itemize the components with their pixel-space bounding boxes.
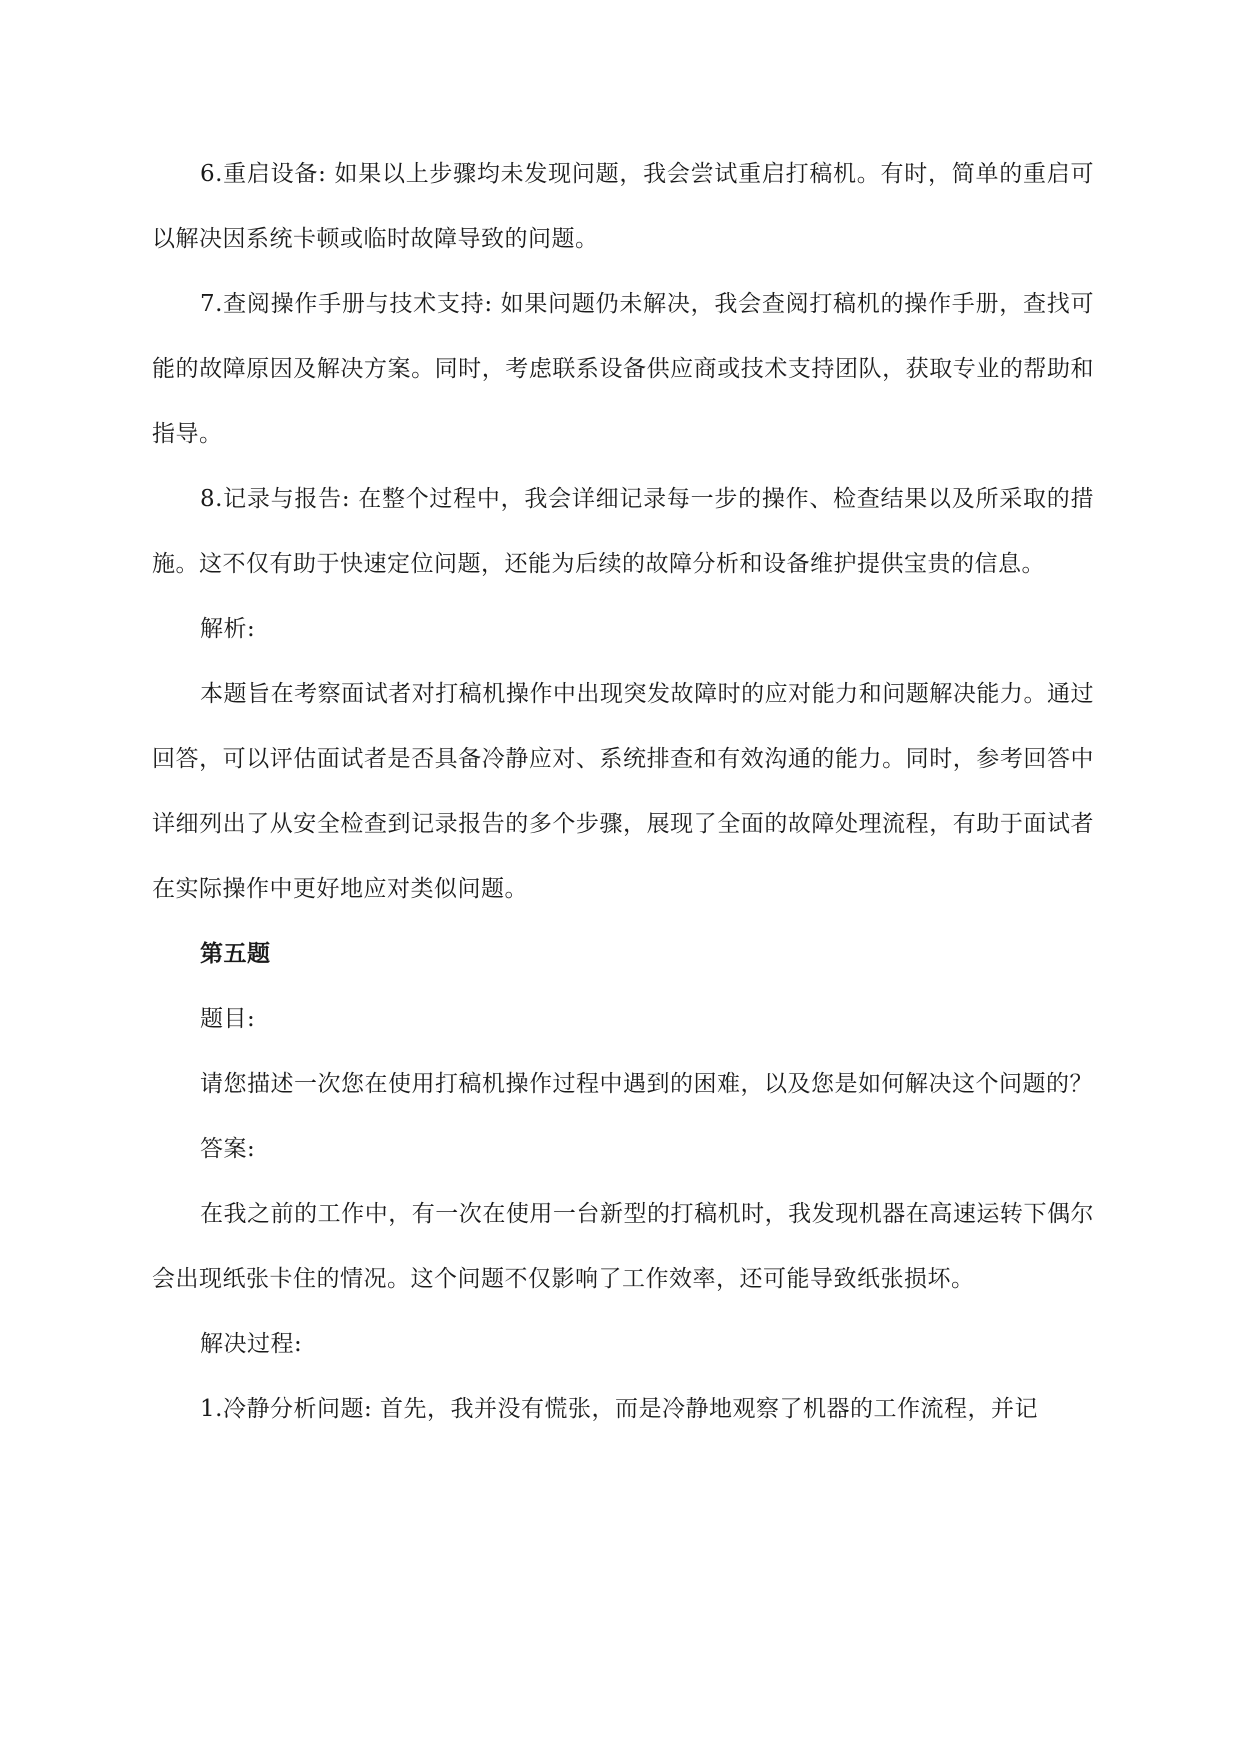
analysis-label: 解析: <box>200 616 256 642</box>
process-label: 解决过程: <box>200 1331 303 1357</box>
paragraph-step-7: 7.查阅操作手册与技术支持: 如果问题仍未解决，我会查阅打稿机的操作手册，查找可能的故障原因及解决方案。同时，考虑联系设备供应商或技术支持团队，获取专业的帮助和指导。 <box>152 291 1094 447</box>
section-heading-question-5: 第五题 <box>200 941 271 967</box>
question-label: 题目: <box>200 1006 256 1032</box>
document-page <box>152 142 1094 1442</box>
process-step-1: 1.冷静分析问题: 首先，我并没有慌张，而是冷静地观察了机器的工作流程，并记 <box>200 1396 1039 1422</box>
analysis-text: 本题旨在考察面试者对打稿机操作中出现突发故障时的应对能力和问题解决能力。通过回答，可以评估面试者是否具备冷静应对、系统排查和有效沟通的能力。同时，参考回答中详细列出了从安全检查到记录报告的多个步骤，展现了全面的故障处理流程，有助于面试者在实际操作中更好地应对类似问题。 <box>152 681 1094 902</box>
answer-label: 答案: <box>200 1136 256 1162</box>
question-text: 请您描述一次您在使用打稿机操作过程中遇到的困难，以及您是如何解决这个问题的？ <box>200 1071 1093 1097</box>
answer-text: 在我之前的工作中，有一次在使用一台新型的打稿机时，我发现机器在高速运转下偶尔会出现纸张卡住的情况。这个问题不仅影响了工作效率，还可能导致纸张损坏。 <box>152 1201 1094 1292</box>
paragraph-step-8: 8.记录与报告: 在整个过程中，我会详细记录每一步的操作、检查结果以及所采取的措施。这不仅有助于快速定位问题，还能为后续的故障分析和设备维护提供宝贵的信息。 <box>152 486 1094 577</box>
paragraph-step-6: 6.重启设备: 如果以上步骤均未发现问题，我会尝试重启打稿机。有时，简单的重启可以解决因系统卡顿或临时故障导致的问题。 <box>152 161 1094 252</box>
